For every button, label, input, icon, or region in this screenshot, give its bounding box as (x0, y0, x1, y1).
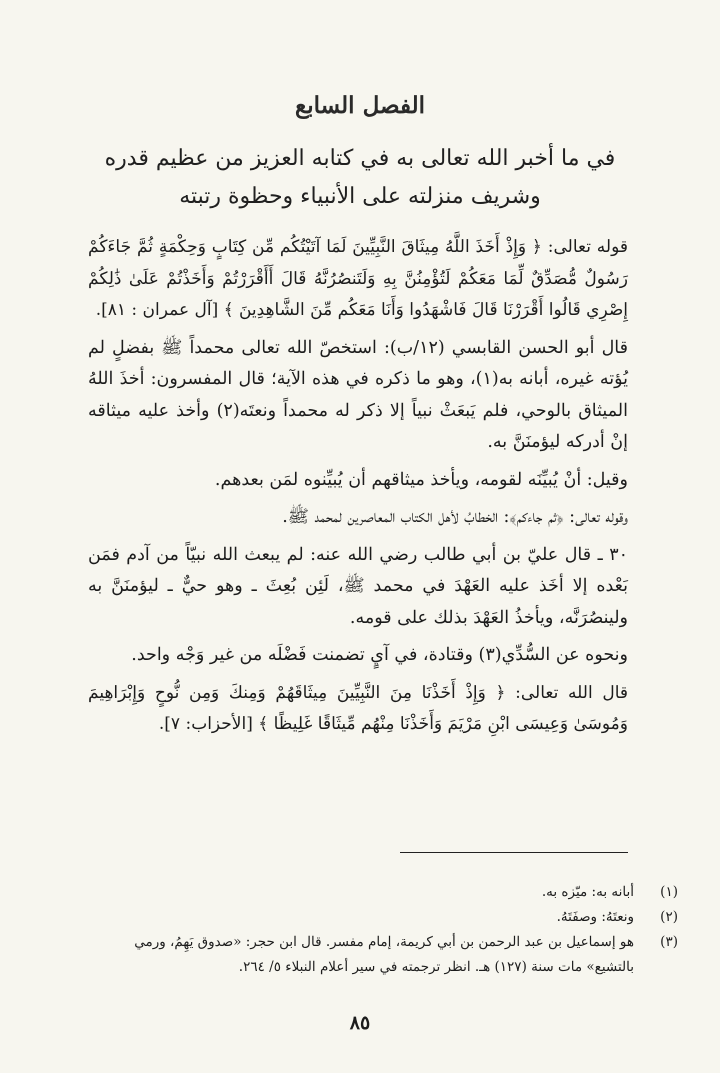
footnote-number: (٢) (660, 909, 678, 925)
footnote-text: ونعتَهُ: وصفَتَهُ. (556, 909, 634, 925)
paragraph-suddi: ونحوه عن السُّدِّي(٣) وقتادة، في آيٍ تضمنت فَضْلَه من غير وَجْه واحد. (131, 645, 628, 665)
paragraph-wa-qila: وقيل: أنْ يُبيِّنَه لقومه، ويأخذ ميثاقهم أن يُبيِّنوه لمَن بعدهم. (214, 469, 628, 490)
paragraph-hadith-30: ٣٠ ـ قال عليّ بن أبي طالب رضي الله عنه: لم يبعث الله نبيّاً من آدم فمَن بَعْده إلا أخَذ عليه العَهْدَ في محمد ﷺ، لَئِن بُعِثَ ـ وهو حيٌّ ـ ليؤمنَنَّ به ولينصُرَنَّه، ويأخذُ العَهْدَ بذلك على قومه. (88, 544, 628, 628)
footnote-item (88, 880, 678, 905)
footnote-number: (١) (660, 884, 678, 900)
paragraph-qabisi: قال أبو الحسن القابسي (١٢/ب): استخصّ الله تعالى محمداً ﷺ بفضلٍ لم يُؤته غيره، أبانه به(١)، وهو ما ذكره في هذه الآية؛ قال المفسرون: أخذَ اللهُ الميثاق بالوحي، فلم يَبعَثْ نبياً إلا ذكر له محمداً ونعتَه(٢) وأخذ عليه ميثاقه إنْ أدركه ليؤمنَنَّ به. (88, 337, 629, 452)
footnote-separator (400, 852, 628, 853)
paragraph-ahzab-verse: قال الله تعالى: ﴿ وَإِذْ أَخَذْنَا مِنَ النَّبِيِّينَ مِيثَاقَهُمْ وَمِنكَ وَمِن نُّوحٍ وَإِبْرَاهِيمَ وَمُوسَىٰ وَعِيسَى ابْنِ مَرْيَمَ وَأَخَذْنَا مِنْهُم مِّيثَاقًا غَلِيظًا ﴾ [الأحزاب: ٧]. (88, 682, 628, 734)
footnote-item (88, 930, 678, 980)
page-number: ٨٥ (349, 1012, 371, 1034)
chapter-subtitle: في ما أخبر الله تعالى به في كتابه العزيز من عظيم قدره وشريف منزلته على الأنبياء وحظوة رتبته (104, 146, 616, 209)
chapter-title: الفصل السابع (295, 92, 425, 119)
footnote-text: أبانه به: ميّزه به. (541, 884, 634, 900)
footnote-item (88, 905, 678, 930)
paragraph-quran-verse: قوله تعالى: ﴿ وَإِذْ أَخَذَ اللَّهُ مِيثَاقَ النَّبِيِّينَ لَمَا آتَيْتُكُم مِّن كِتَابٍ وَحِكْمَةٍ ثُمَّ جَاءَكُمْ رَسُولٌ مُّصَدِّقٌ لِّمَا مَعَكُمْ لَتُؤْمِنُنَّ بِهِ وَلَتَنصُرُنَّهُ قَالَ أَأَقْرَرْتُمْ وَأَخَذْتُمْ عَلَىٰ ذَٰلِكُمْ إِصْرِي قَالُوا أَقْرَرْنَا قَالَ فَاشْهَدُوا وَأَنَا مَعَكُم مِّنَ الشَّاهِدِينَ ﴾ [آل عمران : ٨١]. (88, 237, 628, 320)
main-text (88, 232, 628, 747)
footnote-text: هو إسماعيل بن عبد الرحمن بن أبي كريمة، إمام مفسر. قال ابن حجر: «صدوق يَهِمُ، ورمي بالتشيع» مات سنة (١٢٧) هـ. انظر ترجمته في سير أعلام النبلاء ٥/ ٢٦٤. (134, 934, 634, 975)
footnote-number: (٣) (660, 934, 678, 950)
paragraph-thumma-jaakum: وقوله تعالى: ﴿ثم جاءكم﴾: الخطابُ لأهل الكتاب المعاصرين لمحمد ﷺ. (282, 507, 628, 527)
footnotes (88, 880, 678, 980)
